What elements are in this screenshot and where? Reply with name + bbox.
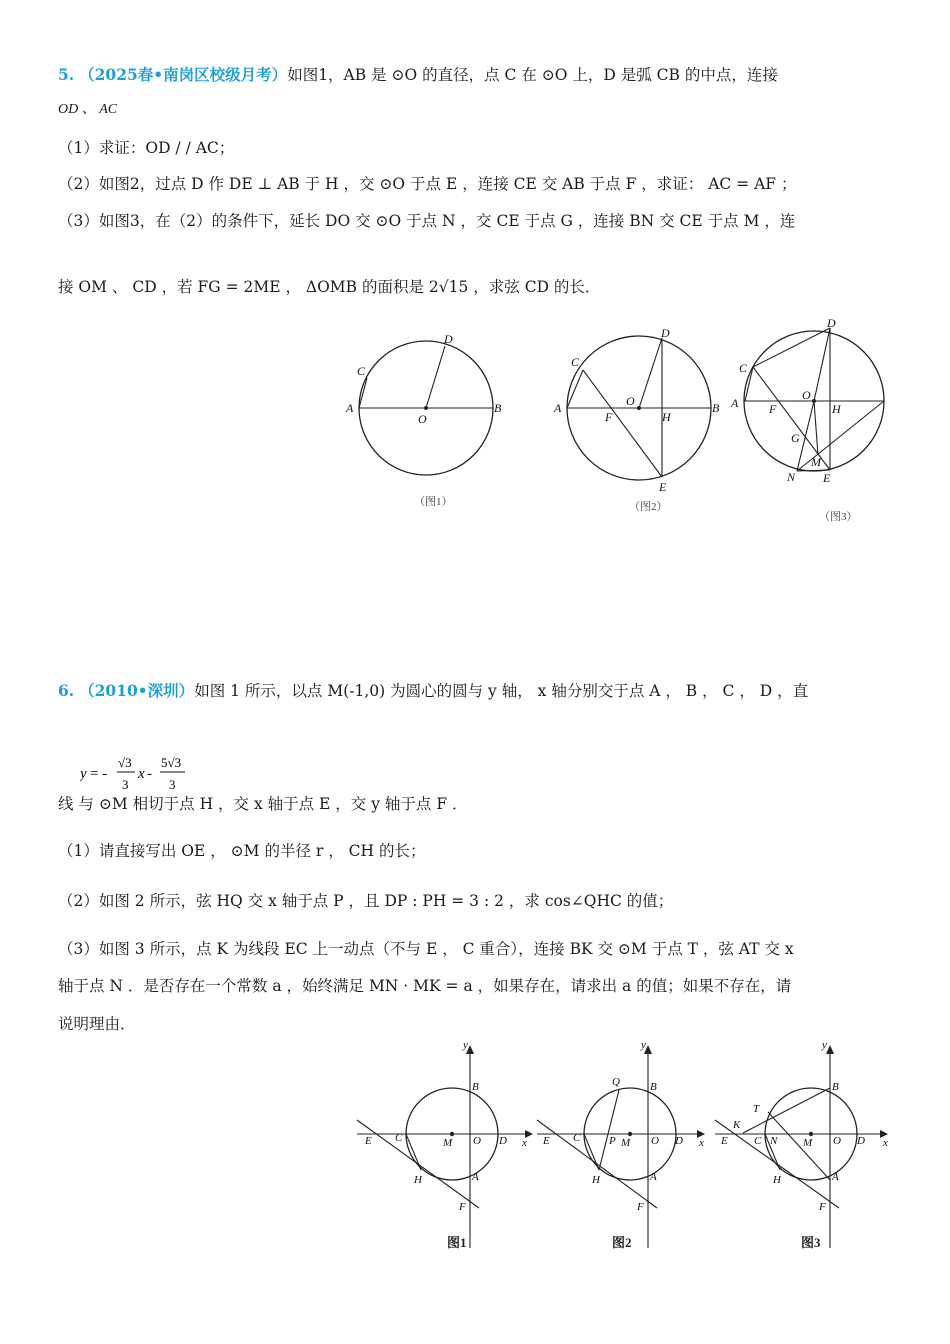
q6f3-label-x: x bbox=[883, 1137, 888, 1149]
q6f2-label-e: E bbox=[543, 1135, 550, 1147]
q6-part3-line3: 说明理由． bbox=[58, 1015, 136, 1033]
q6-stem-line2: 线 与 ⊙M 相切于点 H ，交 x 轴于点 E ，交 y 轴于点 F ． bbox=[58, 795, 468, 813]
q6f2-caption: 图2 bbox=[612, 1235, 632, 1250]
q6f2-label-d: D bbox=[675, 1135, 683, 1147]
q6f1-label-o: O bbox=[473, 1135, 481, 1147]
q6f2-label-h: H bbox=[592, 1174, 600, 1186]
q6f3-label-c: C bbox=[754, 1135, 762, 1147]
q6-number: 6. bbox=[58, 681, 75, 700]
fig2-label-b: B bbox=[712, 401, 720, 415]
svg-text:-: - bbox=[147, 766, 152, 782]
svg-text:x: x bbox=[138, 766, 145, 782]
fig2-label-d: D bbox=[661, 326, 670, 340]
q6f2-label-m: M bbox=[621, 1137, 631, 1149]
fig3-label-g: G bbox=[791, 431, 800, 445]
fig2-label-o: O bbox=[626, 394, 635, 408]
q5-stem-text-1: 如图1，AB 是 ⊙O 的直径，点 C 在 ⊙O 上，D 是弧 CB 的中点，连接 bbox=[287, 66, 778, 84]
q6-part3-line1: （3）如图 3 所示，点 K 为线段 EC 上一动点（不与 E ， C 重合），连接 BK 交 ⊙M 于点 T ，弦 AT 交 x bbox=[58, 940, 794, 958]
q6f3-label-d: D bbox=[857, 1135, 865, 1147]
q6f3-label-f: F bbox=[819, 1201, 826, 1213]
fig2-label-f: F bbox=[605, 410, 613, 424]
q6f2-label-p: P bbox=[609, 1135, 616, 1147]
q6-figure-1 bbox=[355, 1040, 535, 1255]
q5-part3-line2: 接 OM 、 CD ，若 FG = 2ME ， ΔOMB 的面积是 2√15 ，求弦 CD 的长． bbox=[58, 278, 601, 296]
q5-part3-line1: （3）如图3，在（2）的条件下，延长 DO 交 ⊙O 于点 N ，交 CE 于点 G ，连接 BN 交 CE 于点 M ，连 bbox=[58, 212, 796, 230]
q6-part2: （2）如图 2 所示，弦 HQ 交 x 轴于点 P ，且 DP : PH = 3 : 2 ，求 cos∠QHC 的值； bbox=[58, 892, 674, 910]
fig1-label-b: B bbox=[494, 401, 502, 415]
q6f3-label-b: B bbox=[832, 1081, 839, 1093]
q6f1-label-a: A bbox=[472, 1171, 479, 1183]
fig1-caption: （图1） bbox=[414, 496, 453, 508]
q6f1-label-h: H bbox=[414, 1174, 422, 1186]
q6-part1: （1）请直接写出 OE ， ⊙M 的半径 r ， CH 的长； bbox=[58, 842, 426, 860]
q6f3-label-n: N bbox=[770, 1135, 778, 1147]
fig3-label-m: M bbox=[811, 455, 821, 469]
q6-figure-3 bbox=[713, 1040, 893, 1255]
q6-stem-line1 bbox=[58, 680, 808, 702]
q6f3-label-a: A bbox=[832, 1171, 839, 1183]
q6f1-label-c: C bbox=[395, 1132, 403, 1144]
fig3-label-e: E bbox=[823, 471, 831, 485]
fig3-caption: （图3） bbox=[819, 511, 858, 523]
q6-source: （2010•深圳） bbox=[79, 681, 195, 700]
fig1-label-a: A bbox=[346, 401, 354, 415]
q5-figure-1 bbox=[340, 325, 510, 515]
q6f2-label-x: x bbox=[699, 1137, 704, 1149]
q6f2-label-b: B bbox=[650, 1081, 657, 1093]
q6f3-label-k: K bbox=[733, 1119, 741, 1131]
fig3-label-n: N bbox=[787, 470, 796, 484]
q6f1-label-e: E bbox=[365, 1135, 372, 1147]
q6f3-label-m: M bbox=[803, 1137, 813, 1149]
fig3-label-o: O bbox=[802, 388, 811, 402]
q5-source: （2025春•南岗区校级月考） bbox=[79, 65, 288, 84]
svg-text:√3: √3 bbox=[118, 755, 132, 770]
q6f3-label-y: y bbox=[822, 1040, 827, 1051]
q5-figure-3 bbox=[725, 315, 900, 530]
q6f1-label-m: M bbox=[443, 1137, 453, 1149]
fig2-label-c: C bbox=[571, 355, 580, 369]
q6f3-label-t: T bbox=[753, 1103, 760, 1115]
q5-part1: （1）求证：OD / / AC； bbox=[58, 139, 235, 157]
q6f1-caption: 图1 bbox=[447, 1235, 467, 1250]
q5-number: 5. bbox=[58, 65, 75, 84]
q6f2-label-y: y bbox=[641, 1040, 646, 1051]
q5-stem-line2: OD 、 AC bbox=[58, 102, 118, 117]
q5-figure-2 bbox=[545, 325, 730, 520]
fig3-label-a: A bbox=[731, 396, 739, 410]
q6f1-label-y: y bbox=[463, 1040, 468, 1051]
fig2-label-h: H bbox=[662, 410, 671, 424]
svg-text:= -: = - bbox=[90, 766, 108, 782]
fig3-label-d: D bbox=[827, 316, 836, 330]
fig3-label-h: H bbox=[832, 402, 841, 416]
q6f1-label-f: F bbox=[459, 1201, 466, 1213]
fig1-label-d: D bbox=[444, 332, 453, 346]
q6f2-label-f: F bbox=[637, 1201, 644, 1213]
q6f1-label-d: D bbox=[499, 1135, 507, 1147]
q5-part2: （2）如图2，过点 D 作 DE ⊥ AB 于 H ，交 ⊙O 于点 E ，连接 CE 交 AB 于点 F ，求证： AC = AF ； bbox=[58, 175, 797, 193]
q6f1-label-x: x bbox=[522, 1137, 527, 1149]
q6f3-caption: 图3 bbox=[801, 1235, 821, 1250]
svg-text:y: y bbox=[80, 766, 87, 782]
q6f2-label-q: Q bbox=[612, 1076, 620, 1088]
fig3-label-f: F bbox=[769, 402, 777, 416]
q6f2-label-a: A bbox=[650, 1171, 657, 1183]
q6-stem-text-1: 如图 1 所示，以点 M(-1,0) 为圆心的圆与 y 轴， x 轴分别交于点 A ， B ， C ， D ，直 bbox=[194, 682, 809, 700]
q6-line-equation-render bbox=[80, 752, 205, 796]
svg-text:3: 3 bbox=[122, 777, 129, 792]
q6f2-label-c: C bbox=[573, 1132, 581, 1144]
q6f3-label-o: O bbox=[833, 1135, 841, 1147]
fig2-caption: （图2） bbox=[629, 501, 668, 513]
q5-stem-line1 bbox=[58, 64, 778, 86]
q6-part3-line2: 轴于点 N ．是否存在一个常数 a ，始终满足 MN · MK = a ，如果存在，请求出 a 的值；如果不存在，请 bbox=[58, 977, 792, 995]
q6-line-equation bbox=[80, 752, 205, 796]
svg-text:5√3: 5√3 bbox=[161, 755, 182, 770]
q6f1-label-b: B bbox=[472, 1081, 479, 1093]
q6-figure-2 bbox=[535, 1040, 715, 1255]
fig1-label-o: O bbox=[418, 412, 427, 426]
fig1-label-c: C bbox=[357, 364, 366, 378]
q6f3-label-h: H bbox=[773, 1174, 781, 1186]
q6f3-label-e: E bbox=[721, 1135, 728, 1147]
fig2-label-a: A bbox=[554, 401, 562, 415]
q6f2-label-o: O bbox=[651, 1135, 659, 1147]
svg-text:3: 3 bbox=[169, 777, 176, 792]
fig2-label-e: E bbox=[659, 480, 667, 494]
fig3-label-c: C bbox=[739, 361, 748, 375]
